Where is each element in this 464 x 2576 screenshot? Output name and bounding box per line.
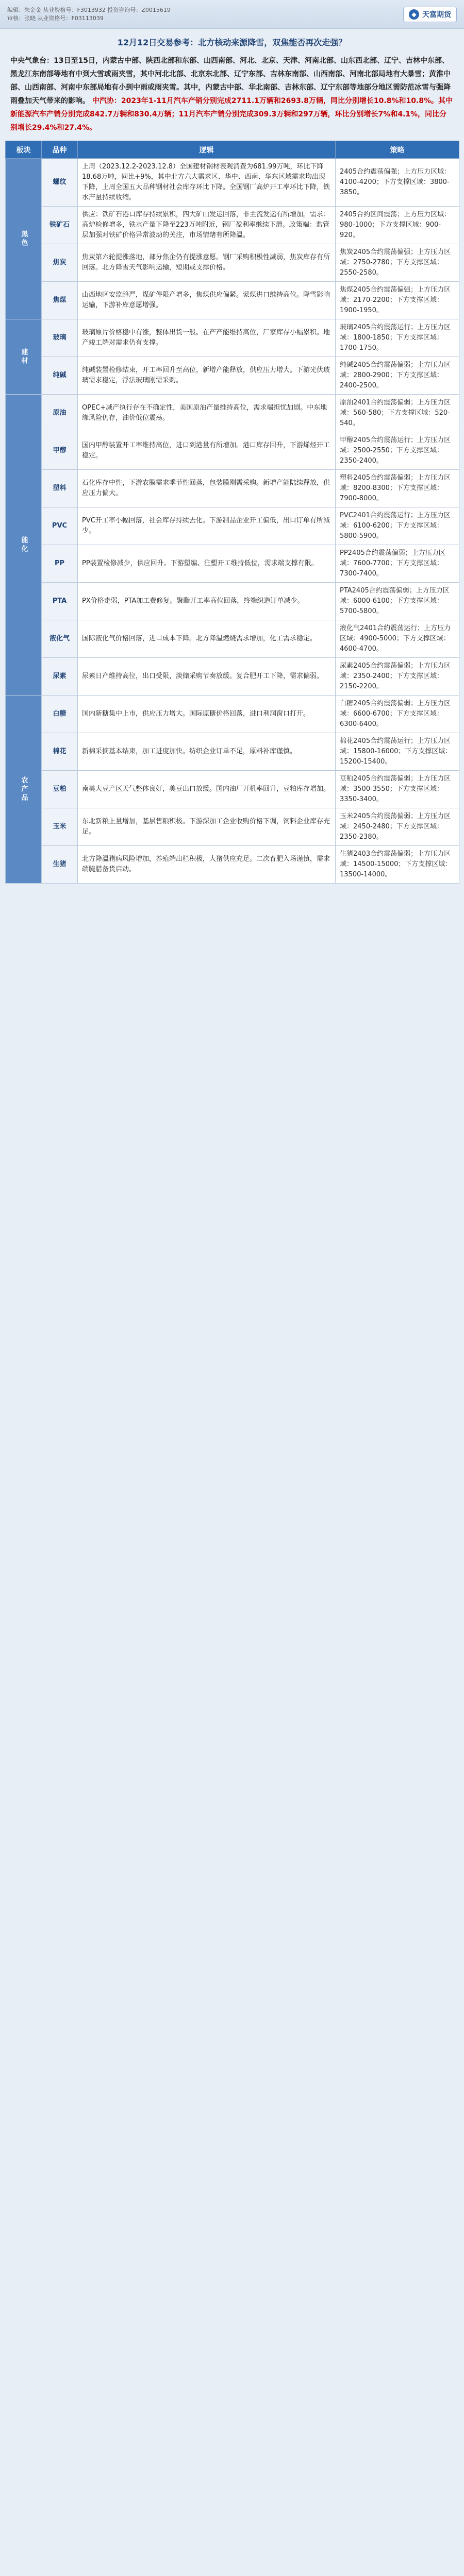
table-row [6, 620, 459, 658]
logo-mark-icon: ◆ [409, 9, 419, 20]
table-row [6, 658, 459, 696]
variety-cell: 棉花 [42, 733, 78, 771]
strategy-cell: 焦煤2405合约震荡偏强；上方压力区域：2170-2200；下方支撑区域：1900-1950。 [336, 282, 459, 319]
logic-cell: PP装置检修减少，供应回升。下游塑编、注塑开工维持低位，需求端支撑有限。 [78, 545, 336, 583]
sector-cell: 建材 [6, 319, 42, 395]
variety-cell: 铁矿石 [42, 207, 78, 244]
variety-cell: 白糖 [42, 696, 78, 733]
logic-cell: PX价格走弱，PTA加工费修复。聚酯开工率高位回落，终端织造订单减少。 [78, 583, 336, 620]
strategy-cell: 玉米2405合约震荡偏弱；上方压力区域：2450-2480；下方支撑区域：2350-2380。 [336, 808, 459, 846]
header-strategy: 策略 [336, 141, 459, 159]
strategy-table [5, 141, 459, 884]
strategy-cell: 甲醇2405合约震荡运行；上方压力区域：2500-2550；下方支撑区域：2350-2400。 [336, 432, 459, 470]
variety-cell: 原油 [42, 395, 78, 432]
table-header-row [6, 141, 459, 159]
variety-cell: PP [42, 545, 78, 583]
strategy-cell: 焦炭2405合约震荡偏强；上方压力区域：2750-2780；下方支撑区域：2550-2580。 [336, 244, 459, 282]
page-title: 12月12日交易参考：北方核动来源降雪，双焦能否再次走强？ [117, 38, 347, 47]
logic-cell: 国际液化气价格回落，进口成本下降。北方降温燃烧需求增加，化工需求稳定。 [78, 620, 336, 658]
meta-line-2: 审核：张晓 从业资格号：F03113039 [7, 14, 104, 22]
table-row [6, 319, 459, 357]
variety-cell: 焦煤 [42, 282, 78, 319]
table-body [6, 159, 459, 884]
logic-cell: 上周（2023.12.2-2023.12.8）全国建材钢材表观消费为681.99万吨，环比下降18.68万吨，同比+9%，其中北方六大需求区、华中、西南、华东区域需求均出现下降，上周全国五大品种钢材社会库存环比下降。全国钢厂高炉开工率环比下降，铁水产量持续收缩。 [78, 159, 336, 207]
table-row [6, 357, 459, 395]
logic-cell: 北方降温猪病风险增加，养殖端出栏积极，大猪供应充足。二次育肥入场谨慎，需求端腌腊备货启动。 [78, 846, 336, 884]
table-row [6, 583, 459, 620]
logic-cell: 焦炭第六轮提涨落地，部分焦企仍有提涨意愿。钢厂采购积极性减弱，焦炭库存有所回落。北方降雪天气影响运输，短期或支撑价格。 [78, 244, 336, 282]
logic-cell: PVC开工率小幅回落，社会库存持续去化。下游制品企业开工偏低，出口订单有所减少。 [78, 507, 336, 545]
meta-line-1: 编辑：朱金金 从业资格号：F3013932 投资咨询号：Z0015619 [7, 6, 171, 13]
table-row [6, 395, 459, 432]
summary-block [0, 52, 464, 141]
company-logo [403, 7, 457, 22]
summary-highlight: 中汽协：2023年1-11月汽车产销分别完成2711.1万辆和2693.8万辆，同比分别增长10.8%和10.8%。其中新能源汽车产销分别完成842.7万辆和830.4万辆；11月汽车产销分别完成309.3万辆和297万辆，环比分别增长7%和4.1%，同比分别增长29.4%和27.4%。 [10, 97, 453, 132]
variety-cell: 纯碱 [42, 357, 78, 395]
summary-lead: 中央气象台：13日至15日，内蒙古中部、陕西北部和东部、山西南部、河北、北京、天津、河南北部、山东西北部、辽宁、吉林中东部、黑龙江东南部等地有中到大雪或雨夹雪，其中河北北部、北京东北部、辽宁东部、吉林东南部、山西南部、河南北部局地有大暴雪；黄淮中部、山西南部、河南中东部局地有小到中雨或雨夹雪。其中，内蒙古中部、华北南部、吉林东部、辽宁东部等地部分地区需防范冰雪与强降雨叠加天气带来的影响。 [10, 57, 451, 105]
author-meta [7, 6, 171, 23]
variety-cell: 玻璃 [42, 319, 78, 357]
table-row [6, 244, 459, 282]
sector-cell: 黑色 [6, 159, 42, 319]
logic-cell: 国内新糖集中上市，供应压力增大。国际原糖价格回落，进口利润窗口打开。 [78, 696, 336, 733]
logic-cell: 新棉采摘基本结束，加工进度加快。纺织企业订单不足，原料补库谨慎。 [78, 733, 336, 771]
variety-cell: 甲醇 [42, 432, 78, 470]
table-row [6, 771, 459, 808]
strategy-cell: 生猪2403合约震荡偏弱；上方压力区域：14500-15000；下方支撑区域：13500-14000。 [336, 846, 459, 884]
header-sector: 板块 [6, 141, 42, 159]
table-row [6, 507, 459, 545]
header-bar [0, 0, 464, 29]
sector-cell: 能化 [6, 395, 42, 696]
table-row [6, 545, 459, 583]
logic-cell: 山西地区安监趋严，煤矿停限产增多，焦煤供应偏紧。蒙煤进口维持高位。降雪影响运输，下游补库意愿增强。 [78, 282, 336, 319]
strategy-cell: 原油2401合约震荡偏弱；上方压力区域：560-580；下方支撑区域：520-540。 [336, 395, 459, 432]
logo-text: 天富期货 [422, 10, 451, 19]
variety-cell: 豆粕 [42, 771, 78, 808]
variety-cell: 塑料 [42, 470, 78, 507]
strategy-cell: PVC2401合约震荡运行；上方压力区域：6100-6200；下方支撑区域：5800-5900。 [336, 507, 459, 545]
strategy-cell: 尿素2405合约震荡偏弱；上方压力区域：2350-2400；下方支撑区域：2150-2200。 [336, 658, 459, 696]
table-row [6, 808, 459, 846]
strategy-cell: PTA2405合约震荡偏弱；上方压力区域：6000-6100；下方支撑区域：5700-5800。 [336, 583, 459, 620]
logic-cell: OPEC+减产执行存在不确定性，美国原油产量维持高位，需求端担忧加剧。中东地缘风险仍存，油价低位震荡。 [78, 395, 336, 432]
strategy-cell: 液化气2401合约震荡运行；上方压力区域：4900-5000；下方支撑区域：4600-4700。 [336, 620, 459, 658]
variety-cell: 尿素 [42, 658, 78, 696]
logic-cell: 尿素日产维持高位，出口受限，淡储采购节奏放缓。复合肥开工下降，需求偏弱。 [78, 658, 336, 696]
variety-cell: 焦炭 [42, 244, 78, 282]
variety-cell: 生猪 [42, 846, 78, 884]
logic-cell: 供应：铁矿石港口库存持续累积，四大矿山发运回落，非主流发运有所增加。需求：高炉检修增多，铁水产量下降至223万吨附近，钢厂盈利率继续下滑。政策端：监管层加强对铁矿价格异常波动的关注，市场情绪有所降温。 [78, 207, 336, 244]
strategy-cell: 棉花2405合约震荡运行；上方压力区域：15800-16000；下方支撑区域：15200-15400。 [336, 733, 459, 771]
strategy-cell: 纯碱2405合约震荡偏弱；上方压力区域：2800-2900；下方支撑区域：2400-2500。 [336, 357, 459, 395]
strategy-cell: 玻璃2405合约震荡运行；上方压力区域：1800-1850；下方支撑区域：1700-1750。 [336, 319, 459, 357]
variety-cell: 玉米 [42, 808, 78, 846]
table-row [6, 432, 459, 470]
strategy-cell: 塑料2405合约震荡偏弱；上方压力区域：8200-8300；下方支撑区域：7900-8000。 [336, 470, 459, 507]
logic-cell: 玻璃原片价格稳中有涨，整体出货一般。在产产能维持高位，厂家库存小幅累积。地产竣工端对需求仍有支撑。 [78, 319, 336, 357]
variety-cell: 螺纹 [42, 159, 78, 207]
sector-cell: 农产品 [6, 696, 42, 884]
table-row [6, 846, 459, 884]
logic-cell: 纯碱装置检修结束，开工率回升至高位，新增产能释放，供应压力增大。下游光伏玻璃需求稳定，浮法玻璃刚需采购。 [78, 357, 336, 395]
table-row [6, 733, 459, 771]
strategy-cell: 2405合约区间震荡；上方压力区域：980-1000；下方支撑区域：900-920。 [336, 207, 459, 244]
header-variety: 品种 [42, 141, 78, 159]
variety-cell: 液化气 [42, 620, 78, 658]
strategy-cell: 白糖2405合约震荡偏弱；上方压力区域：6600-6700；下方支撑区域：6300-6400。 [336, 696, 459, 733]
table-row [6, 470, 459, 507]
variety-cell: PVC [42, 507, 78, 545]
variety-cell: PTA [42, 583, 78, 620]
strategy-cell: 豆粕2405合约震荡偏弱；上方压力区域：3500-3550；下方支撑区域：3350-3400。 [336, 771, 459, 808]
header-logic: 逻辑 [78, 141, 336, 159]
table-row [6, 282, 459, 319]
table-row [6, 159, 459, 207]
strategy-cell: PP2405合约震荡偏弱；上方压力区域：7600-7700；下方支撑区域：7300-7400。 [336, 545, 459, 583]
table-row [6, 207, 459, 244]
logic-cell: 南美大豆产区天气整体良好，美豆出口放缓。国内油厂开机率回升，豆粕库存增加。 [78, 771, 336, 808]
logic-cell: 东北新粮上量增加，基层售粮积极。下游深加工企业收购价格下调，饲料企业库存充足。 [78, 808, 336, 846]
logic-cell: 国内甲醇装置开工率维持高位，进口到港量有所增加。港口库存回升，下游烯烃开工稳定。 [78, 432, 336, 470]
table-row [6, 696, 459, 733]
logic-cell: 石化库存中性，下游农膜需求季节性回落，包装膜刚需采购。新增产能陆续释放，供应压力偏大。 [78, 470, 336, 507]
strategy-cell: 2405合约震荡偏强；上方压力区域：4100-4200；下方支撑区域：3800-3850。 [336, 159, 459, 207]
